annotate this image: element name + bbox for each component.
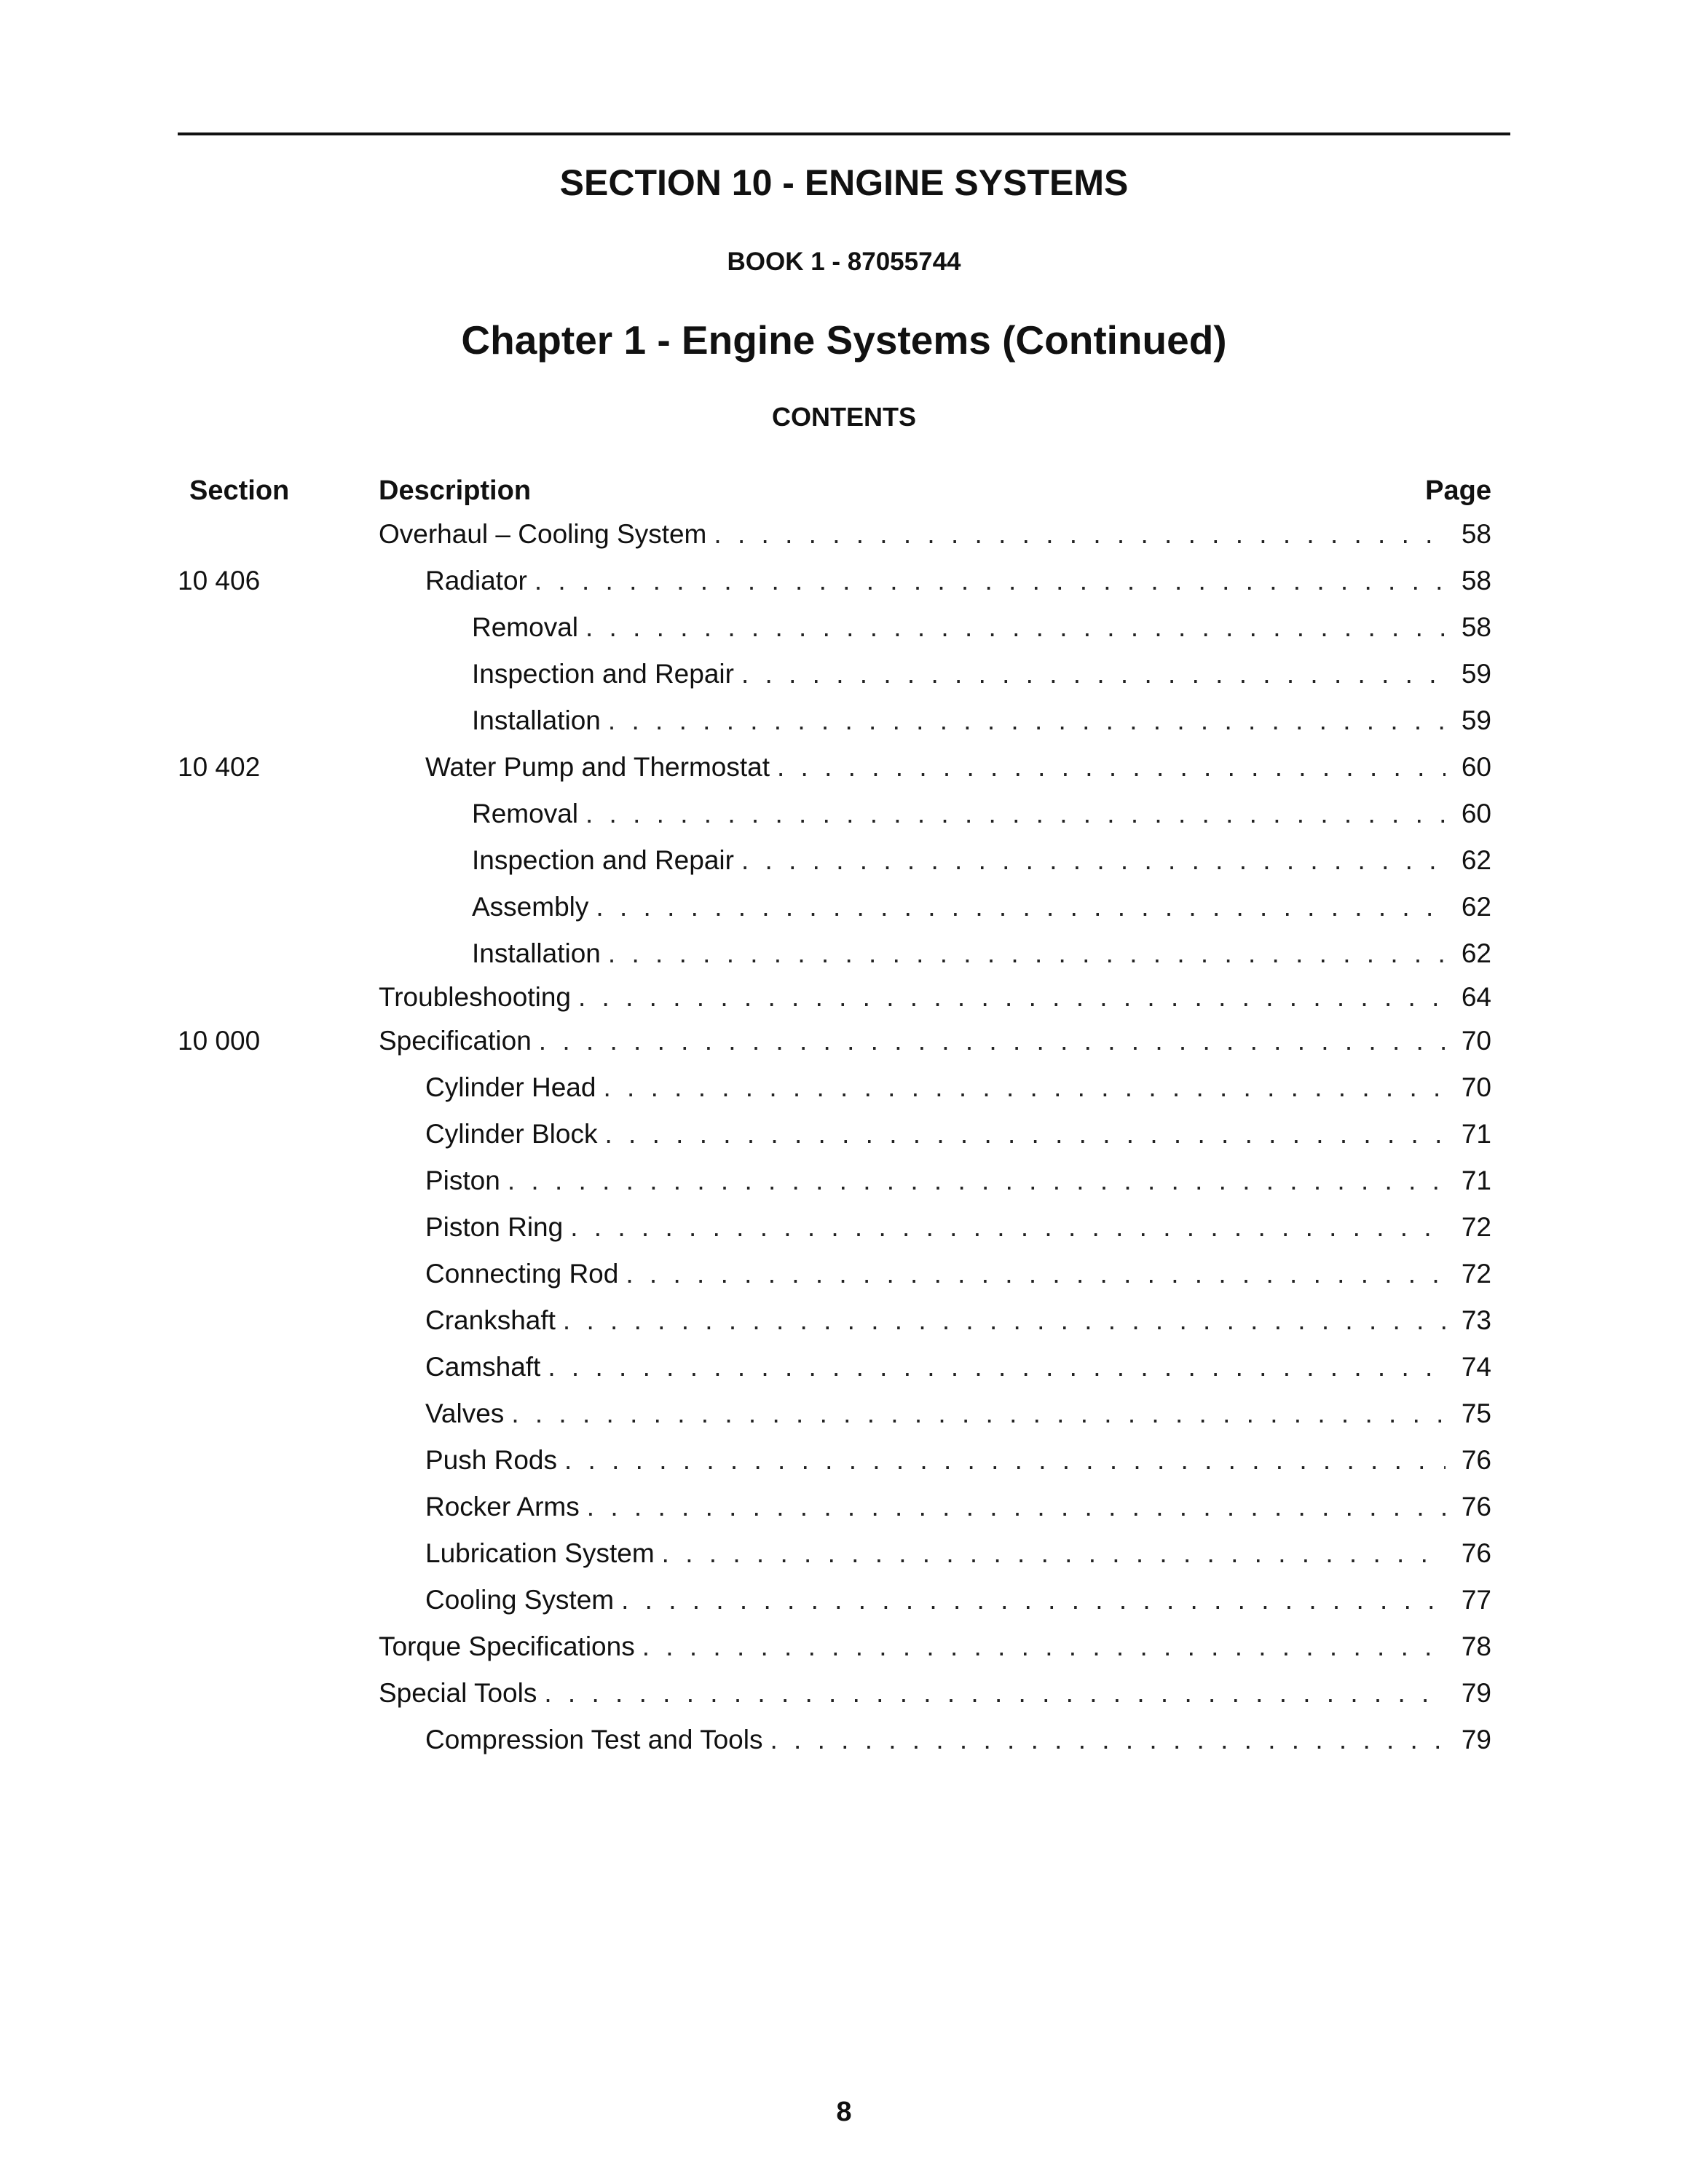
toc-entry[interactable] <box>472 890 1446 925</box>
toc-row <box>0 1583 1688 1618</box>
toc-dot-leader <box>578 980 1446 1015</box>
toc-description: Inspection and Repair <box>472 657 741 692</box>
toc-entry[interactable] <box>425 1350 1446 1385</box>
toc-dot-leader <box>741 843 1446 878</box>
toc-page-number: 79 <box>1461 1725 1491 1754</box>
column-header-section: Section <box>189 475 290 506</box>
toc-row <box>0 1396 1688 1431</box>
toc-entry[interactable] <box>425 1536 1446 1571</box>
toc-description: Piston <box>425 1163 508 1198</box>
toc-row <box>0 1489 1688 1524</box>
toc-entry[interactable] <box>425 1117 1446 1152</box>
toc-description: Assembly <box>472 890 596 925</box>
toc-row <box>0 1676 1688 1711</box>
toc-description: Cylinder Block <box>425 1117 604 1152</box>
toc-row <box>0 1303 1688 1338</box>
toc-dot-leader <box>741 657 1446 692</box>
toc-dot-leader <box>508 1163 1446 1198</box>
toc-page-number: 76 <box>1461 1492 1491 1522</box>
toc-row <box>0 1210 1688 1245</box>
toc-entry[interactable] <box>425 1722 1446 1757</box>
toc-entry[interactable] <box>472 843 1446 878</box>
toc-page-number: 64 <box>1461 982 1491 1012</box>
toc-row <box>0 563 1688 598</box>
toc-dot-leader <box>608 936 1446 971</box>
toc-row <box>0 890 1688 925</box>
toc-dot-leader <box>770 1722 1446 1757</box>
toc-description: Valves <box>425 1396 511 1431</box>
toc-page-number: 76 <box>1461 1538 1491 1568</box>
section-title: SECTION 10 - ENGINE SYSTEMS <box>559 162 1129 203</box>
toc-page-number: 58 <box>1461 519 1491 549</box>
toc-entry[interactable] <box>472 657 1446 692</box>
toc-description: Cylinder Head <box>425 1070 603 1105</box>
toc-entry[interactable] <box>472 796 1446 831</box>
toc-description: Compression Test and Tools <box>425 1722 770 1757</box>
toc-description: Overhaul – Cooling System <box>379 517 714 552</box>
toc-dot-leader <box>608 703 1446 738</box>
toc-dot-leader <box>777 750 1446 785</box>
toc-row <box>0 1070 1688 1105</box>
toc-page-number: 58 <box>1461 566 1491 596</box>
book-title: BOOK 1 - 87055744 <box>727 248 961 276</box>
toc-entry[interactable] <box>472 936 1446 971</box>
toc-dot-leader <box>714 517 1446 552</box>
toc-description: Removal <box>472 610 585 645</box>
toc-row <box>0 1443 1688 1478</box>
toc-dot-leader <box>570 1210 1446 1245</box>
toc-entry[interactable] <box>472 610 1446 645</box>
toc-entry[interactable] <box>425 563 1446 598</box>
toc-row <box>0 936 1688 971</box>
toc-entry[interactable] <box>425 1163 1446 1198</box>
toc-dot-leader <box>585 610 1446 645</box>
toc-page-number: 74 <box>1461 1352 1491 1382</box>
toc-row <box>0 1629 1688 1664</box>
toc-row <box>0 1536 1688 1571</box>
chapter-title: Chapter 1 - Engine Systems (Continued) <box>461 317 1227 363</box>
toc-dot-leader <box>626 1257 1446 1291</box>
toc-page-number: 75 <box>1461 1398 1491 1428</box>
toc-entry[interactable] <box>425 1303 1446 1338</box>
toc-section-number: 10 000 <box>178 1026 261 1056</box>
toc-row <box>0 610 1688 645</box>
toc-page-number: 62 <box>1461 938 1491 968</box>
toc-page-number: 59 <box>1461 705 1491 735</box>
toc-dot-leader <box>548 1350 1446 1385</box>
toc-description: Torque Specifications <box>379 1629 642 1664</box>
toc-dot-leader <box>621 1583 1446 1618</box>
contents-title: CONTENTS <box>772 402 916 432</box>
toc-entry[interactable] <box>425 1210 1446 1245</box>
toc-description: Camshaft <box>425 1350 548 1385</box>
toc-entry[interactable] <box>425 1443 1446 1478</box>
toc-page-number: 70 <box>1461 1026 1491 1056</box>
toc-page-number: 72 <box>1461 1212 1491 1242</box>
toc-row <box>0 843 1688 878</box>
toc-row <box>0 657 1688 692</box>
toc-page-number: 72 <box>1461 1259 1491 1289</box>
toc-section-number: 10 402 <box>178 752 261 782</box>
column-header-page: Page <box>1425 475 1491 506</box>
toc-description: Rocker Arms <box>425 1489 587 1524</box>
toc-description: Installation <box>472 703 608 738</box>
toc-entry[interactable] <box>472 703 1446 738</box>
toc-row <box>0 1722 1688 1757</box>
toc-dot-leader <box>642 1629 1446 1664</box>
toc-page-number: 70 <box>1461 1072 1491 1102</box>
toc-description: Water Pump and Thermostat <box>425 750 777 785</box>
toc-page-number: 62 <box>1461 845 1491 875</box>
toc-page-number: 60 <box>1461 799 1491 828</box>
toc-description: Cooling System <box>425 1583 621 1618</box>
toc-row <box>0 1024 1688 1059</box>
toc-row <box>0 796 1688 831</box>
toc-row <box>0 750 1688 785</box>
toc-description: Lubrication System <box>425 1536 662 1571</box>
toc-entry[interactable] <box>425 1583 1446 1618</box>
toc-page-number: 71 <box>1461 1119 1491 1149</box>
column-header-description: Description <box>379 475 532 506</box>
toc-entry[interactable] <box>425 1396 1446 1431</box>
toc-dot-leader <box>511 1396 1446 1431</box>
toc-page-number: 62 <box>1461 892 1491 922</box>
toc-entry[interactable] <box>379 1676 1446 1711</box>
toc-dot-leader <box>596 890 1446 925</box>
toc-page-number: 78 <box>1461 1631 1491 1661</box>
toc-description: Push Rods <box>425 1443 564 1478</box>
toc-description: Troubleshooting <box>379 980 578 1015</box>
toc-description: Piston Ring <box>425 1210 570 1245</box>
toc-description: Inspection and Repair <box>472 843 741 878</box>
toc-description: Radiator <box>425 563 535 598</box>
toc-dot-leader <box>662 1536 1446 1571</box>
toc-page-number: 71 <box>1461 1166 1491 1195</box>
toc-entry[interactable] <box>425 1070 1446 1105</box>
toc-row <box>0 980 1688 1015</box>
toc-entry[interactable] <box>379 1024 1446 1059</box>
toc-dot-leader <box>544 1676 1446 1711</box>
toc-row <box>0 517 1688 552</box>
toc-row <box>0 1163 1688 1198</box>
toc-page-number: 77 <box>1461 1585 1491 1615</box>
toc-row <box>0 703 1688 738</box>
toc-row <box>0 1117 1688 1152</box>
toc-description: Removal <box>472 796 585 831</box>
toc-description: Crankshaft <box>425 1303 563 1338</box>
toc-dot-leader <box>603 1070 1446 1105</box>
toc-description: Specification <box>379 1024 539 1059</box>
toc-description: Installation <box>472 936 608 971</box>
toc-entry[interactable] <box>425 1489 1446 1524</box>
toc-description: Special Tools <box>379 1676 544 1711</box>
toc-dot-leader <box>564 1443 1446 1478</box>
page-number: 8 <box>836 2097 852 2127</box>
toc-page-number: 76 <box>1461 1445 1491 1475</box>
toc-entry[interactable] <box>425 1257 1446 1291</box>
toc-dot-leader <box>563 1303 1446 1338</box>
toc-entry[interactable] <box>379 517 1446 552</box>
toc-section-number: 10 406 <box>178 566 261 596</box>
toc-entry[interactable] <box>379 1629 1446 1664</box>
toc-page-number: 73 <box>1461 1305 1491 1335</box>
toc-dot-leader <box>585 796 1446 831</box>
toc-dot-leader <box>535 563 1446 598</box>
toc-row <box>0 1350 1688 1385</box>
toc-description: Connecting Rod <box>425 1257 626 1291</box>
toc-dot-leader <box>587 1489 1446 1524</box>
toc-dot-leader <box>539 1024 1446 1059</box>
toc-page-number: 60 <box>1461 752 1491 782</box>
toc-entry[interactable] <box>425 750 1446 785</box>
toc-page-number: 58 <box>1461 612 1491 642</box>
toc-entry[interactable] <box>379 980 1446 1015</box>
toc-row <box>0 1257 1688 1291</box>
toc-page-number: 59 <box>1461 659 1491 689</box>
toc-dot-leader <box>604 1117 1446 1152</box>
toc-page-number: 79 <box>1461 1678 1491 1708</box>
